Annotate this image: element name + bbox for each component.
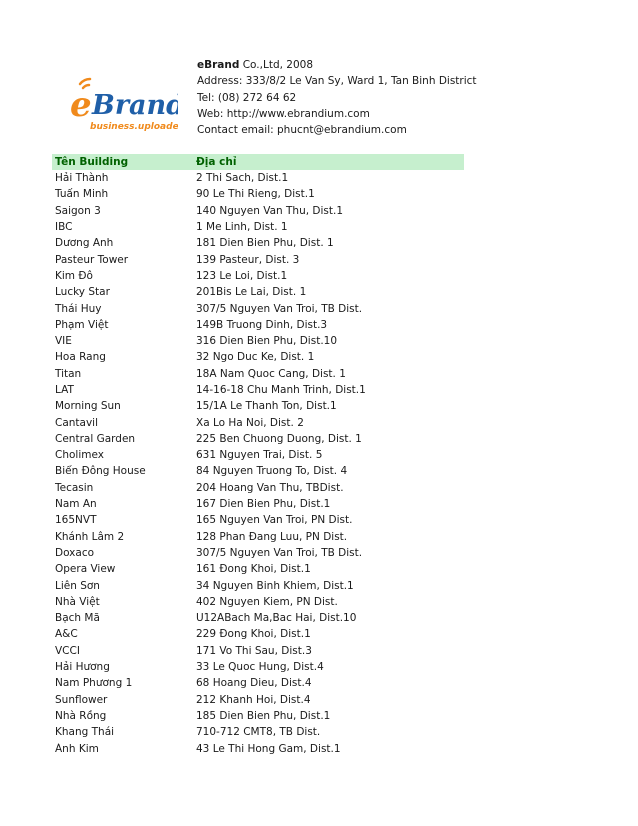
building-name-cell: Saigon 3 <box>55 204 101 217</box>
building-name-cell: Opera View <box>55 563 116 576</box>
address-cell: 631 Nguyen Trai, Dist. 5 <box>196 449 323 462</box>
address-cell: Xa Lo Ha Noi, Dist. 2 <box>196 416 304 429</box>
address-cell: 123 Le Loi, Dist.1 <box>196 269 288 282</box>
table-row <box>52 708 464 724</box>
address-cell: 307/5 Nguyen Van Troi, TB Dist. <box>196 546 363 559</box>
table-row <box>52 561 464 577</box>
table-row <box>52 251 464 267</box>
address-cell: 2 Thi Sach, Dist.1 <box>196 172 289 185</box>
building-name-cell: Nam An <box>55 498 97 511</box>
table-row <box>52 610 464 626</box>
address-cell: 710-712 CMT8, TB Dist. <box>196 726 321 739</box>
building-name-cell: Tecasin <box>55 481 94 494</box>
table-row <box>52 643 464 659</box>
building-name-cell: Lucky Star <box>55 286 110 299</box>
table-row <box>52 219 464 235</box>
address-cell: 84 Nguyen Truong To, Dist. 4 <box>196 465 348 478</box>
address-cell: 165 Nguyen Van Troi, PN Dist. <box>196 514 353 527</box>
table-row <box>52 382 464 398</box>
table-row <box>52 529 464 545</box>
building-name-cell: VCCI <box>55 644 80 657</box>
table-row <box>52 463 464 479</box>
address-cell: 171 Vo Thi Sau, Dist.3 <box>196 644 312 657</box>
address-cell: 161 Đong Khoi, Dist.1 <box>196 563 311 576</box>
table-row <box>52 692 464 708</box>
table-row <box>52 496 464 512</box>
building-name-cell: Phạm Việt <box>55 318 109 331</box>
table-row <box>52 414 464 430</box>
building-name-cell: Tuấn Minh <box>55 188 109 201</box>
table-row <box>52 594 464 610</box>
building-name-cell: Dương Anh <box>55 237 114 250</box>
address-cell: 204 Hoang Van Thu, TBDist. <box>196 481 344 494</box>
address-cell: 307/5 Nguyen Van Troi, TB Dist. <box>196 302 363 315</box>
svg-text:business.uploader: business.uploader <box>90 122 178 132</box>
table-row <box>52 512 464 528</box>
company-name-line <box>197 57 617 73</box>
table-row <box>52 398 464 414</box>
building-name-cell: Doxaco <box>55 546 95 559</box>
address-cell: 229 Đong Khoi, Dist.1 <box>196 628 311 641</box>
table-row <box>52 740 464 756</box>
table-header <box>52 154 464 170</box>
building-name-cell: Hải Thành <box>55 172 109 185</box>
table-row <box>52 577 464 593</box>
building-name-cell: Sunflower <box>55 693 108 706</box>
building-name-cell: Ánh Kim <box>55 742 99 755</box>
address-cell: 212 Khanh Hoi, Dist.4 <box>196 693 311 706</box>
building-name-cell: Thái Huy <box>55 302 102 315</box>
company-info <box>197 57 617 138</box>
address-cell: 140 Nguyen Van Thu, Dist.1 <box>196 204 344 217</box>
address-cell: 167 Dien Bien Phu, Dist.1 <box>196 498 331 511</box>
building-name-cell: Cholimex <box>55 449 104 462</box>
building-name-cell: Khang Thái <box>55 726 115 739</box>
table-body <box>52 170 464 757</box>
building-name-cell: Liên Sơn <box>55 579 100 592</box>
building-name-cell: Titan <box>55 367 82 380</box>
svg-text:e: e <box>70 85 92 125</box>
address-cell: 149B Truong Dinh, Dist.3 <box>196 318 328 331</box>
table-row <box>52 203 464 219</box>
building-name-cell: IBC <box>55 221 73 234</box>
address-cell: 316 Dien Bien Phu, Dist.10 <box>196 335 338 348</box>
company-email: Contact email: phucnt@ebrandium.com <box>197 124 407 137</box>
address-cell: 15/1A Le Thanh Ton, Dist.1 <box>196 400 337 413</box>
address-cell: U12ABach Ma,Bac Hai, Dist.10 <box>196 612 357 625</box>
table-row <box>52 300 464 316</box>
building-name-cell: Hoa Rang <box>55 351 106 364</box>
table-row <box>52 284 464 300</box>
building-name-cell: Nhà Việt <box>55 595 100 608</box>
table-row <box>52 333 464 349</box>
building-name-cell: 165NVT <box>55 514 97 527</box>
building-name-cell: Khánh Lâm 2 <box>55 530 125 543</box>
table-row <box>52 235 464 251</box>
address-cell: 18A Nam Quoc Cang, Dist. 1 <box>196 367 346 380</box>
address-cell: 225 Ben Chuong Duong, Dist. 1 <box>196 432 362 445</box>
address-cell: 43 Le Thi Hong Gam, Dist.1 <box>196 742 341 755</box>
address-cell: 185 Dien Bien Phu, Dist.1 <box>196 709 331 722</box>
company-web: Web: http://www.ebrandium.com <box>197 107 370 120</box>
building-name-cell: Hải Hương <box>55 661 110 674</box>
company-address: Address: 333/8/2 Le Van Sy, Ward 1, Tan Binh District <box>197 75 477 88</box>
svg-text:Brand: Brand <box>92 90 178 121</box>
table-row <box>52 170 464 186</box>
building-name-cell: Nhà Rồng <box>55 709 107 722</box>
table-row <box>52 268 464 284</box>
address-cell: 32 Ngo Duc Ke, Dist. 1 <box>196 351 315 364</box>
table-row <box>52 447 464 463</box>
building-name-cell: Cantavil <box>55 416 99 429</box>
building-name-cell: A&C <box>55 628 78 641</box>
address-cell: 34 Nguyen Binh Khiem, Dist.1 <box>196 579 354 592</box>
address-cell: 68 Hoang Dieu, Dist.4 <box>196 677 312 690</box>
table-row <box>52 317 464 333</box>
address-cell: 181 Dien Bien Phu, Dist. 1 <box>196 237 334 250</box>
building-name-cell: Bạch Mã <box>55 612 100 625</box>
building-name-cell: Biển Đông House <box>55 465 146 478</box>
table-row <box>52 366 464 382</box>
building-name-cell: Central Garden <box>55 432 136 445</box>
address-cell: 33 Le Quoc Hung, Dist.4 <box>196 661 324 674</box>
company-tel: Tel: (08) 272 64 62 <box>197 91 297 104</box>
building-name-cell: LAT <box>55 384 74 396</box>
address-cell: 90 Le Thi Rieng, Dist.1 <box>196 188 315 201</box>
building-name-cell: Pasteur Tower <box>55 253 129 266</box>
table-row <box>52 626 464 642</box>
header-building-name: Tên Building <box>55 156 129 168</box>
address-cell: 1 Me Linh, Dist. 1 <box>196 221 288 234</box>
building-name-cell: Kim Đô <box>55 269 93 282</box>
company-name: eBrand <box>197 59 240 71</box>
table-row <box>52 480 464 496</box>
address-cell: 14-16-18 Chu Manh Trinh, Dist.1 <box>196 384 366 396</box>
table-row <box>52 675 464 691</box>
table-row <box>52 186 464 202</box>
table-row <box>52 545 464 561</box>
header-address: Địa chỉ <box>196 156 237 168</box>
table-row <box>52 431 464 447</box>
address-cell: 139 Pasteur, Dist. 3 <box>196 253 300 266</box>
table-row <box>52 659 464 675</box>
table-row <box>52 349 464 365</box>
address-cell: 201Bis Le Lai, Dist. 1 <box>196 286 307 299</box>
building-name-cell: Morning Sun <box>55 400 121 413</box>
address-cell: 402 Nguyen Kiem, PN Dist. <box>196 595 338 608</box>
table-row <box>52 724 464 740</box>
company-logo <box>66 70 178 140</box>
address-cell: 128 Phan Đang Luu, PN Dist. <box>196 530 348 543</box>
building-name-cell: VIE <box>55 335 72 348</box>
ebrand-logo-icon <box>66 70 178 140</box>
building-name-cell: Nam Phương 1 <box>55 677 133 690</box>
building-table <box>52 154 464 757</box>
company-name-rest: Co.,Ltd, 2008 <box>239 59 314 71</box>
